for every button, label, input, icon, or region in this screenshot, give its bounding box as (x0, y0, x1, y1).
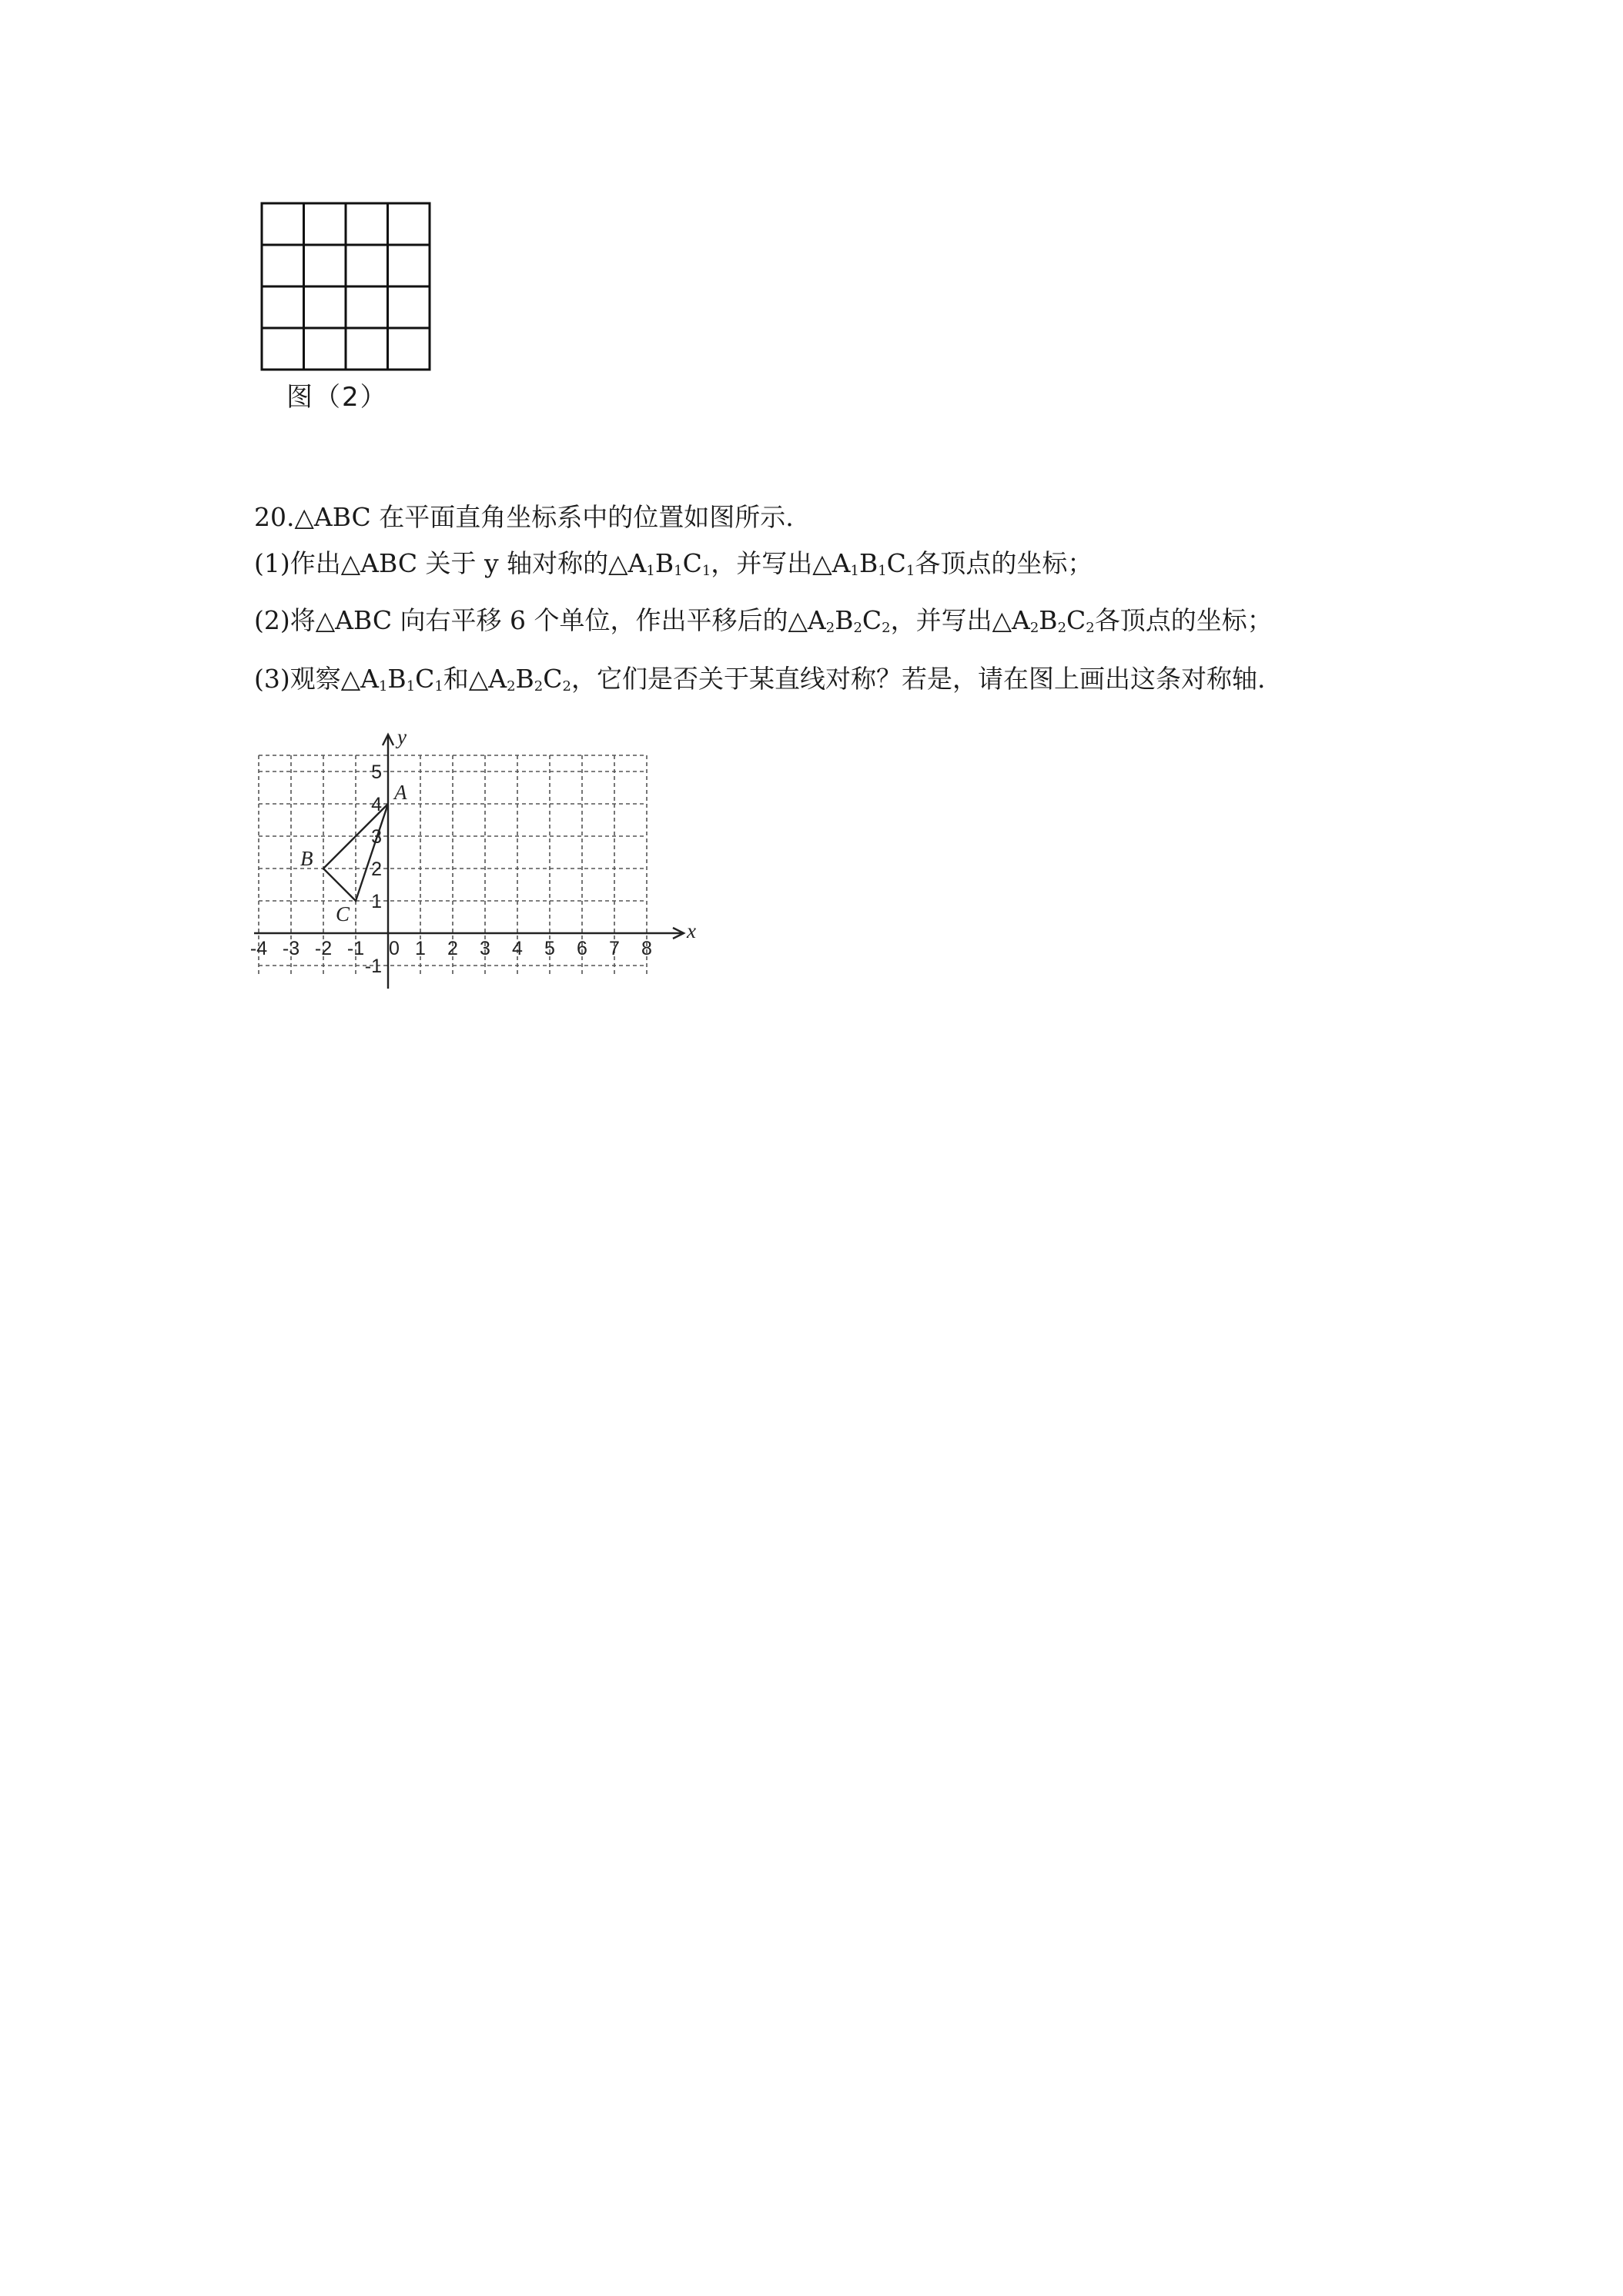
x-tick-label: 1 (415, 938, 426, 959)
question-title: 20.△ABC 在平面直角坐标系中的位置如图所示. (254, 502, 794, 532)
x-tick-label: -1 (346, 938, 365, 959)
x-tick-label: -3 (282, 938, 300, 959)
x-tick-label: 3 (480, 938, 490, 959)
x-tick-label: -2 (314, 938, 333, 959)
triangle-abc (300, 781, 407, 925)
x-tick-label: 5 (544, 938, 555, 959)
question-part-1: (1)作出△ABC 关于 y 轴对称的$\triangle A_1B_1C_1$，并写出$\triangle A_1B_1C_1$各顶点的坐标； (254, 548, 1093, 579)
y-tick-label: 2 (371, 858, 382, 880)
vertex-label-c: C (336, 902, 350, 925)
x-tick-label: 4 (512, 938, 523, 959)
question-part-3: (3)观察$\triangle A_1B_1C_1$和$\triangle A_2B_2C_2$，它们是否关于某直线对称？若是，请在图上画出这条对称轴. (254, 664, 1266, 694)
y-tick-label: 1 (371, 891, 382, 912)
x-tick-label: 8 (641, 938, 652, 959)
y-axis-label: y (397, 725, 407, 748)
figure-2-grid (260, 202, 433, 373)
question-part-2: (2)将△ABC 向右平移 6 个单位，作出平移后的$\triangle A_2B_2C_2$，并写出$\triangle A_2B_2C_2$各顶点的坐标； (254, 605, 1273, 636)
y-tick-label: 5 (371, 761, 382, 783)
y-tick-label: 3 (371, 826, 382, 848)
y-tick-label: 4 (371, 794, 382, 815)
vertex-label-a: A (394, 781, 407, 804)
x-tick-label: 6 (577, 938, 587, 959)
coordinate-figure (245, 715, 696, 992)
figure-2-caption: 图（2） (286, 382, 388, 413)
y-tick-label: -1 (364, 956, 382, 977)
vertex-label-b: B (300, 847, 313, 870)
x-axis-label: x (687, 919, 696, 942)
x-tick-label: 2 (447, 938, 458, 959)
x-tick-label: -4 (249, 938, 268, 959)
x-tick-label: 0 (389, 938, 400, 959)
x-tick-label: 7 (609, 938, 620, 959)
